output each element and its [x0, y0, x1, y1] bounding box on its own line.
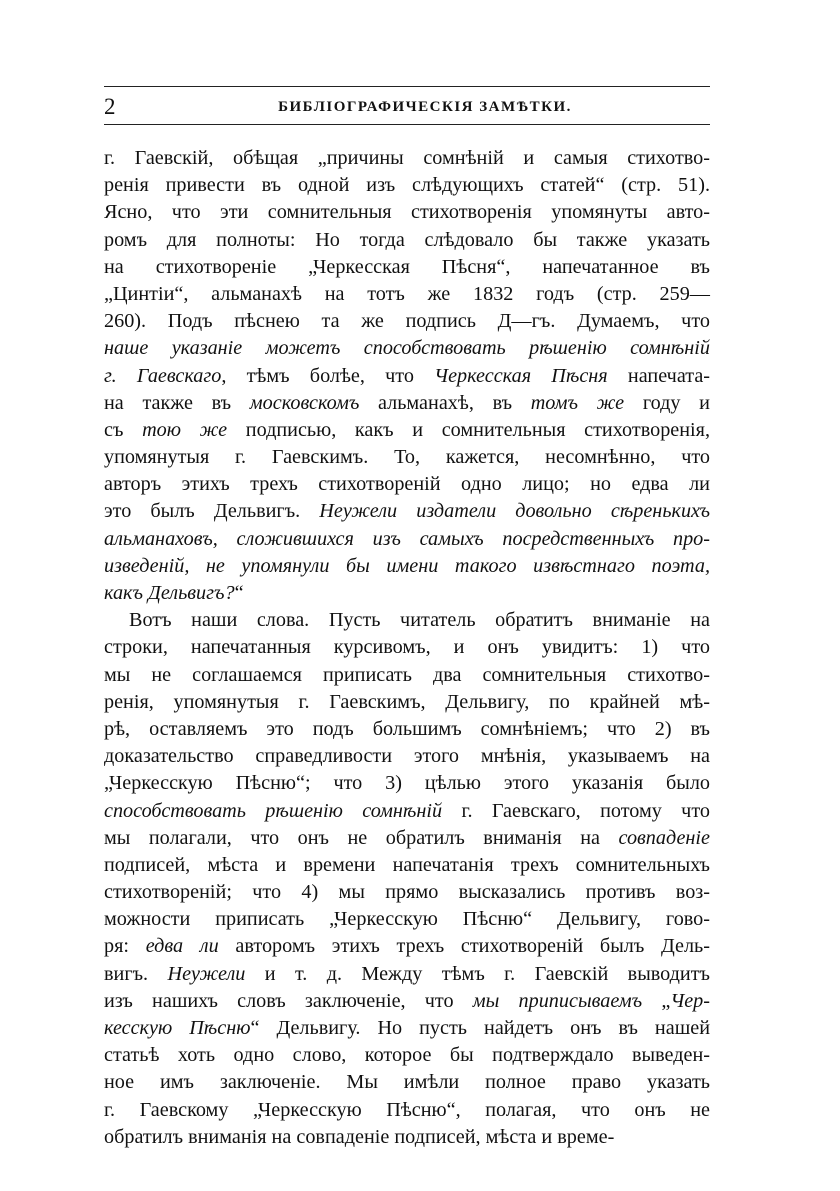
italic-text: Черкесская Пѣсня	[434, 364, 608, 387]
text-line	[104, 471, 710, 498]
text-span: изъ нашихъ словъ заключеніе, что	[104, 989, 473, 1012]
text-line	[104, 1097, 710, 1124]
italic-text: московскомъ	[249, 391, 360, 414]
text-span: альманахѣ, въ	[359, 391, 531, 414]
text-line	[104, 906, 710, 933]
text-span: напечата-	[607, 364, 711, 387]
text-span: г. Гаевскій, обѣщая „причины сомнѣній и самыя стихотво-	[104, 147, 710, 169]
text-span: это былъ Дельвигъ.	[104, 500, 320, 523]
text-line	[104, 634, 710, 661]
italic-text: кесскую Пѣсню	[104, 1017, 251, 1039]
text-span: ря:	[104, 935, 146, 958]
text-line	[104, 145, 710, 172]
text-span: авторомъ этихъ трехъ стихотвореній былъ Дель-	[218, 935, 710, 958]
text-span: мы полагали, что онъ не обратилъ вниманія на	[104, 826, 619, 849]
text-line	[104, 580, 710, 607]
italic-text: изведеній, не упомянули бы имени такого извѣстнаго поэта,	[104, 554, 710, 577]
text-line	[104, 199, 710, 226]
text-span: „Цинтіи“, альманахѣ на тотъ же 1832 годъ (стр. 259—	[104, 282, 710, 305]
page-number: 2	[104, 94, 116, 119]
text-line	[104, 254, 710, 281]
text-span: авторъ этихъ трехъ стихотвореній одно лицо; но едва ли	[104, 473, 710, 496]
text-line	[104, 961, 710, 988]
italic-text: едва ли	[145, 935, 219, 958]
text-span: „	[642, 989, 671, 1012]
text-span: Ясно, что эти сомнительныя стихотворенія упомянуты авто-	[104, 201, 710, 224]
text-span: “ Дельвигу. Но пусть найдетъ онъ въ нашей	[250, 1017, 710, 1039]
text-line	[104, 1015, 710, 1042]
italic-text: Чер-	[670, 989, 710, 1012]
text-span: году и	[624, 391, 710, 414]
text-span: ренія привести въ одной изъ слѣдующихъ статей“ (стр. 51).	[104, 174, 710, 197]
italic-text: томъ же	[530, 391, 625, 414]
italic-text: альманаховъ, сложившихся изъ самыхъ посредственныхъ про-	[104, 527, 710, 550]
running-title: БИБЛIОГРАФИЧЕСКIЯ ЗАМѢТКИ.	[278, 99, 572, 115]
text-span: упомянутыя г. Гаевскимъ. То, кажется, несомнѣнно, что	[104, 446, 710, 469]
text-line	[104, 1069, 710, 1096]
text-span: подписью, какъ и сомнительныя стихотворенія,	[227, 418, 710, 441]
italic-text: Неужели издатели довольно сѣренькихъ	[319, 500, 710, 523]
text-line	[104, 689, 710, 716]
text-line	[104, 335, 710, 362]
text-span: г. Гаевскаго, потому что	[442, 799, 710, 822]
text-span: мы не соглашаемся приписать два сомнительныя стихотво-	[104, 663, 710, 686]
text-line	[104, 825, 710, 852]
text-span: 260). Подъ пѣснею та же подпись Д—гъ. Думаемъ, что	[104, 310, 710, 333]
text-line	[104, 281, 710, 308]
text-span: обратилъ вниманія на совпаденіе подписей, мѣста и време-	[104, 1125, 615, 1148]
italic-text: способствовать рѣшенію сомнѣній	[104, 799, 443, 822]
text-line	[104, 227, 710, 254]
text-span: статьѣ хоть одно слово, которое бы подтверждало выведен-	[104, 1044, 710, 1067]
text-span: „Черкесскую Пѣсню“; что 3) цѣлью этого указанія было	[104, 772, 710, 795]
text-span: можности приписать „Черкесскую Пѣсню“ Дельвигу, гово-	[104, 908, 710, 931]
text-line	[104, 662, 710, 689]
text-line	[104, 607, 710, 634]
italic-text: г. Гаевскаго	[104, 364, 222, 387]
italic-text: совпаденіе	[618, 826, 710, 849]
italic-text: наше указаніе можетъ способствовать рѣшенію сомнѣній	[104, 337, 710, 360]
text-line	[104, 716, 710, 743]
text-span: “	[234, 582, 244, 604]
text-line	[104, 308, 710, 335]
text-line	[104, 172, 710, 199]
header-bottom-rule	[104, 124, 710, 125]
text-span: на также въ	[104, 391, 250, 414]
text-span: и т. д. Между тѣмъ г. Гаевскій выводитъ	[245, 962, 710, 985]
header-top-rule	[104, 86, 710, 87]
text-line	[104, 1124, 710, 1151]
text-span: строки, напечатанныя курсивомъ, и онъ увидитъ: 1) что	[104, 636, 710, 659]
italic-text: мы приписываемъ	[472, 989, 643, 1012]
text-span: ромъ для полноты: Но тогда слѣдовало бы также указать	[104, 228, 710, 251]
text-line	[104, 553, 710, 580]
body-text	[104, 145, 710, 1151]
italic-text: какъ Дельвигъ?	[104, 582, 235, 604]
italic-text: тою же	[142, 418, 228, 441]
text-line	[104, 852, 710, 879]
text-span: доказательство справедливости этого мнѣнія, указываемъ на	[104, 745, 710, 768]
text-span: подписей, мѣста и времени напечатанія трехъ сомнительныхъ	[104, 853, 710, 876]
text-span: Вотъ наши слова. Пусть читатель обратитъ вниманіе на	[129, 609, 710, 632]
text-line	[104, 1042, 710, 1069]
text-line	[104, 390, 710, 417]
text-line	[104, 363, 710, 390]
text-line	[104, 417, 710, 444]
text-span: ное имъ заключеніе. Мы имѣли полное право указать	[104, 1071, 710, 1094]
text-span: рѣ, оставляемъ это подъ большимъ сомнѣніемъ; что 2) въ	[104, 717, 710, 740]
text-line	[104, 798, 710, 825]
text-span: стихотвореній; что 4) мы прямо высказались противъ воз-	[104, 881, 710, 904]
text-line	[104, 444, 710, 471]
text-span: г. Гаевскому „Черкесскую Пѣсню“, полагая, что онъ не	[104, 1098, 710, 1121]
text-line	[104, 526, 710, 553]
text-line	[104, 743, 710, 770]
text-line	[104, 988, 710, 1015]
text-span: ренія, упомянутыя г. Гаевскимъ, Дельвигу, по крайней мѣ-	[104, 690, 710, 713]
text-span: на стихотвореніе „Черкесская Пѣсня“, напечатанное въ	[104, 255, 710, 278]
text-line	[104, 933, 710, 960]
text-span: вигъ.	[104, 962, 168, 985]
text-line	[104, 879, 710, 906]
text-line	[104, 770, 710, 797]
text-span: , тѣмъ болѣе, что	[221, 364, 435, 387]
text-span: съ	[104, 418, 143, 441]
italic-text: Неужели	[167, 962, 246, 985]
text-line	[104, 498, 710, 525]
